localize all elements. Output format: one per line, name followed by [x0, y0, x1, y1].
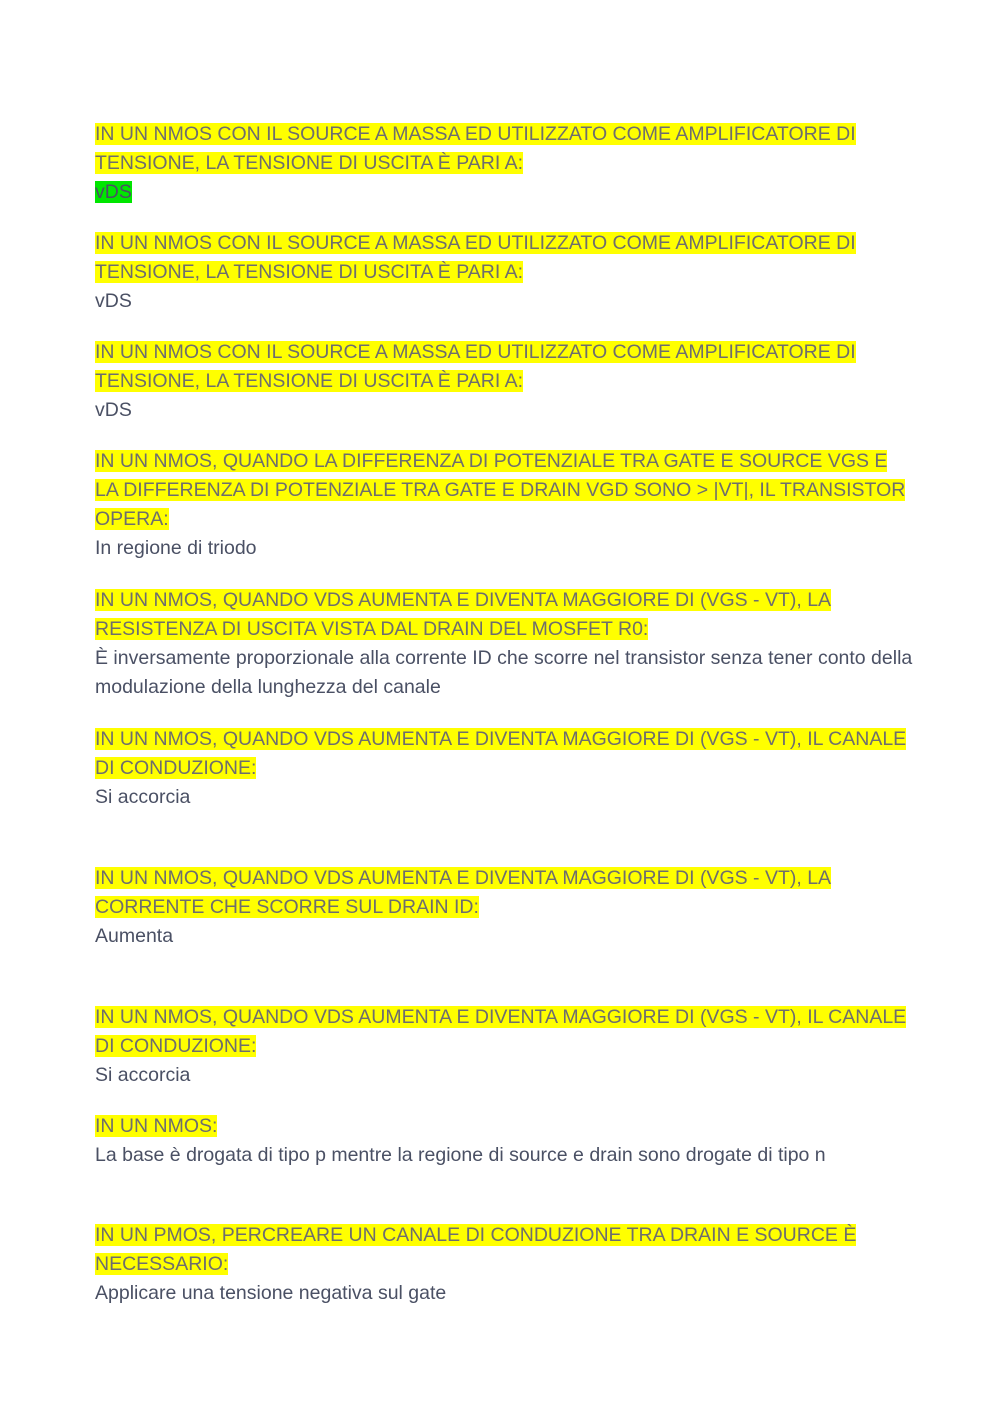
question-text: IN UN NMOS CON IL SOURCE A MASSA ED UTILIZZATO COME AMPLIFICATORE DI TENSIONE, LA TENSIONE DI USCITA È PARI A: [95, 232, 856, 283]
answer-text: La base è drogata di tipo p mentre la regione di source e drain sono drogate di tipo n [95, 1144, 826, 1166]
answer-text: Si accorcia [95, 1064, 191, 1086]
qa-item-7 [95, 864, 915, 951]
qa-item-10 [95, 1221, 915, 1308]
answer-text: vDS [95, 181, 132, 203]
question-text: IN UN NMOS: [95, 1115, 218, 1137]
question-text: IN UN NMOS, QUANDO VDS AUMENTA E DIVENTA MAGGIORE DI (VGS - VT), LA RESISTENZA DI USCITA VISTA DAL DRAIN DEL MOSFET R0: [95, 589, 832, 640]
qa-item-4 [95, 447, 915, 563]
question-text: IN UN NMOS, QUANDO LA DIFFERENZA DI POTENZIALE TRA GATE E SOURCE VGS E LA DIFFERENZA DI POTENZIALE TRA GATE E DRAIN VGD SONO > |VT|, IL TRANSISTOR OPERA: [95, 450, 906, 530]
question-text: IN UN NMOS, QUANDO VDS AUMENTA E DIVENTA MAGGIORE DI (VGS - VT), IL CANALE DI CONDUZIONE: [95, 728, 907, 779]
qa-item-8 [95, 1003, 915, 1090]
question-text: IN UN NMOS, QUANDO VDS AUMENTA E DIVENTA MAGGIORE DI (VGS - VT), IL CANALE DI CONDUZIONE: [95, 1006, 907, 1057]
answer-text: In regione di triodo [95, 537, 257, 559]
qa-item-6 [95, 725, 915, 812]
answer-text: vDS [95, 290, 132, 312]
answer-text: Applicare una tensione negativa sul gate [95, 1282, 447, 1304]
qa-item-1 [95, 120, 915, 207]
question-text: IN UN NMOS CON IL SOURCE A MASSA ED UTILIZZATO COME AMPLIFICATORE DI TENSIONE, LA TENSIONE DI USCITA È PARI A: [95, 341, 856, 392]
document-page [95, 120, 915, 1308]
answer-text: Aumenta [95, 925, 174, 947]
qa-item-2 [95, 229, 915, 316]
question-text: IN UN NMOS CON IL SOURCE A MASSA ED UTILIZZATO COME AMPLIFICATORE DI TENSIONE, LA TENSIONE DI USCITA È PARI A: [95, 123, 856, 174]
question-text: IN UN PMOS, PERCREARE UN CANALE DI CONDUZIONE TRA DRAIN E SOURCE È NECESSARIO: [95, 1224, 857, 1275]
answer-text: È inversamente proporzionale alla corrente ID che scorre nel transistor senza tener conto della modulazione della lunghezza del canale [95, 647, 913, 698]
qa-item-9 [95, 1112, 915, 1170]
qa-item-3 [95, 338, 915, 425]
answer-text: vDS [95, 399, 132, 421]
answer-text: Si accorcia [95, 786, 191, 808]
qa-item-5 [95, 586, 915, 702]
question-text: IN UN NMOS, QUANDO VDS AUMENTA E DIVENTA MAGGIORE DI (VGS - VT), LA CORRENTE CHE SCORRE SUL DRAIN ID: [95, 867, 832, 918]
